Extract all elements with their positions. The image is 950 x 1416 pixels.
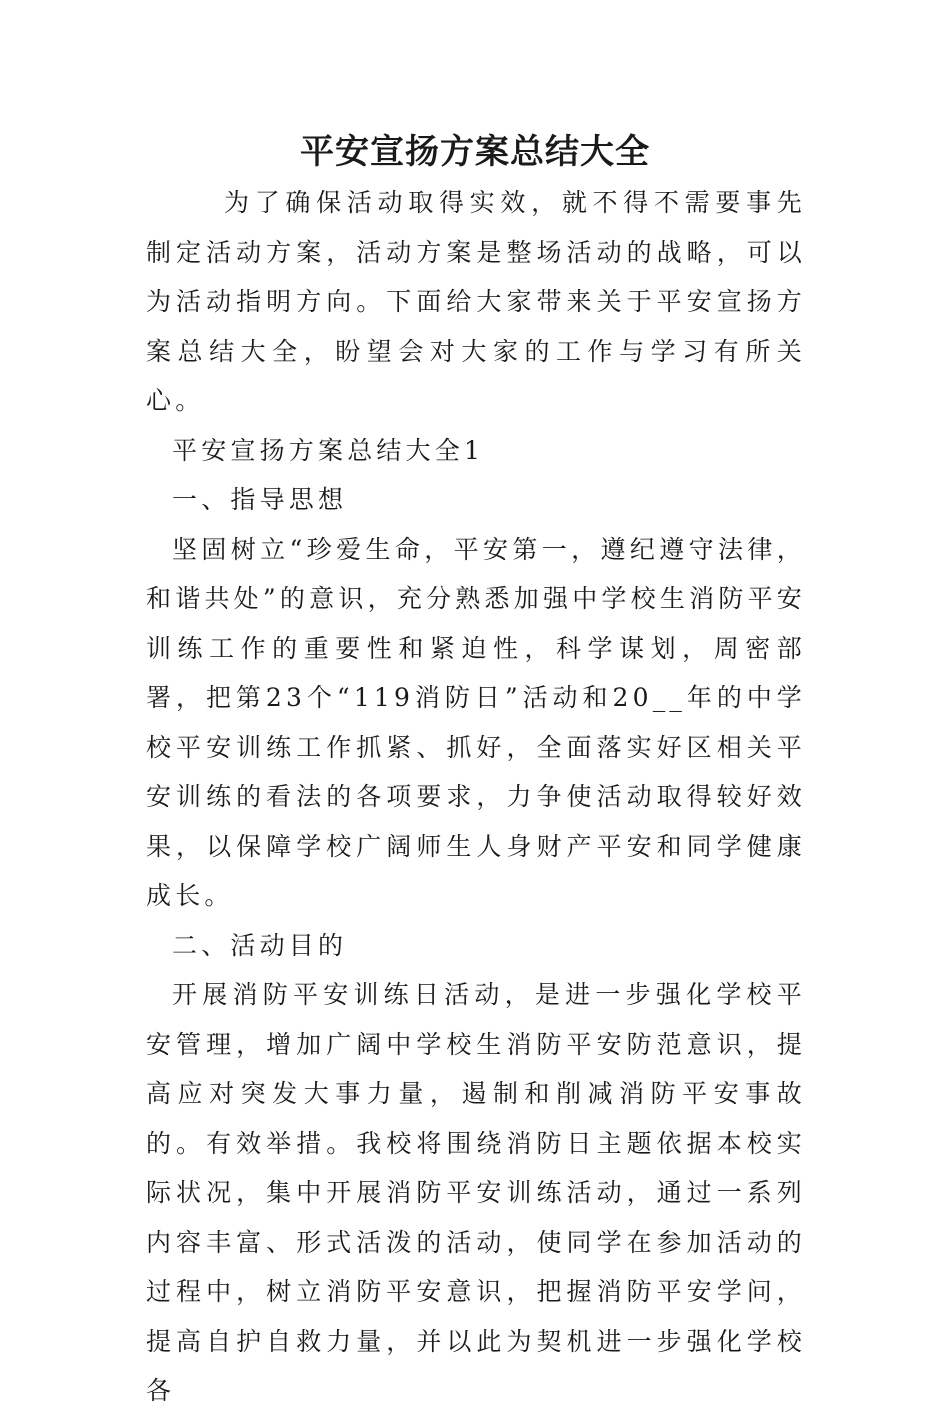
intro-paragraph: 为了确保活动取得实效，就不得不需要事先制定活动方案，活动方案是整场活动的战略，可以为活动指明方向。下面给大家带来关于平安宣扬方案总结大全，盼望会对大家的工作与学习有所关心。 xyxy=(146,188,806,415)
heading-activity-purpose: 二、活动目的 xyxy=(172,930,348,960)
heading-guiding-ideology: 一、指导思想 xyxy=(172,485,348,514)
document-title: 平安宣扬方案总结大全 xyxy=(300,132,650,172)
document-body xyxy=(146,178,806,1416)
section-title: 平安宣扬方案总结大全1 xyxy=(172,435,485,465)
activity-purpose-paragraph: 开展消防平安训练日活动，是进一步强化学校平安管理，增加广阔中学校生消防平安防范意识，提高应对突发大事力量，遏制和削减消防平安事故的。有效举措。我校将围绕消防日主题依据本校实际状况，集中开展消防平安训练活动，通过一系列内容丰富、形式活泼的活动，使同学在参加活动的过程中，树立消防平安意识，把握消防平安学问，提高自护自救力量，并以此为契机进一步强化学校各 xyxy=(146,980,806,1405)
guiding-ideology-paragraph: 坚固树立“珍爱生命，平安第一，遵纪遵守法律，和谐共处”的意识，充分熟悉加强中学校生消防平安训练工作的重要性和紧迫性，科学谋划，周密部署，把第23个“119消防日”活动和20__年的中学校平安训练工作抓紧、抓好，全面落实好区相关平安训练的看法的各项要求，力争使活动取得较好效果，以保障学校广阔师生人身财产平安和同学健康成长。 xyxy=(146,534,806,910)
